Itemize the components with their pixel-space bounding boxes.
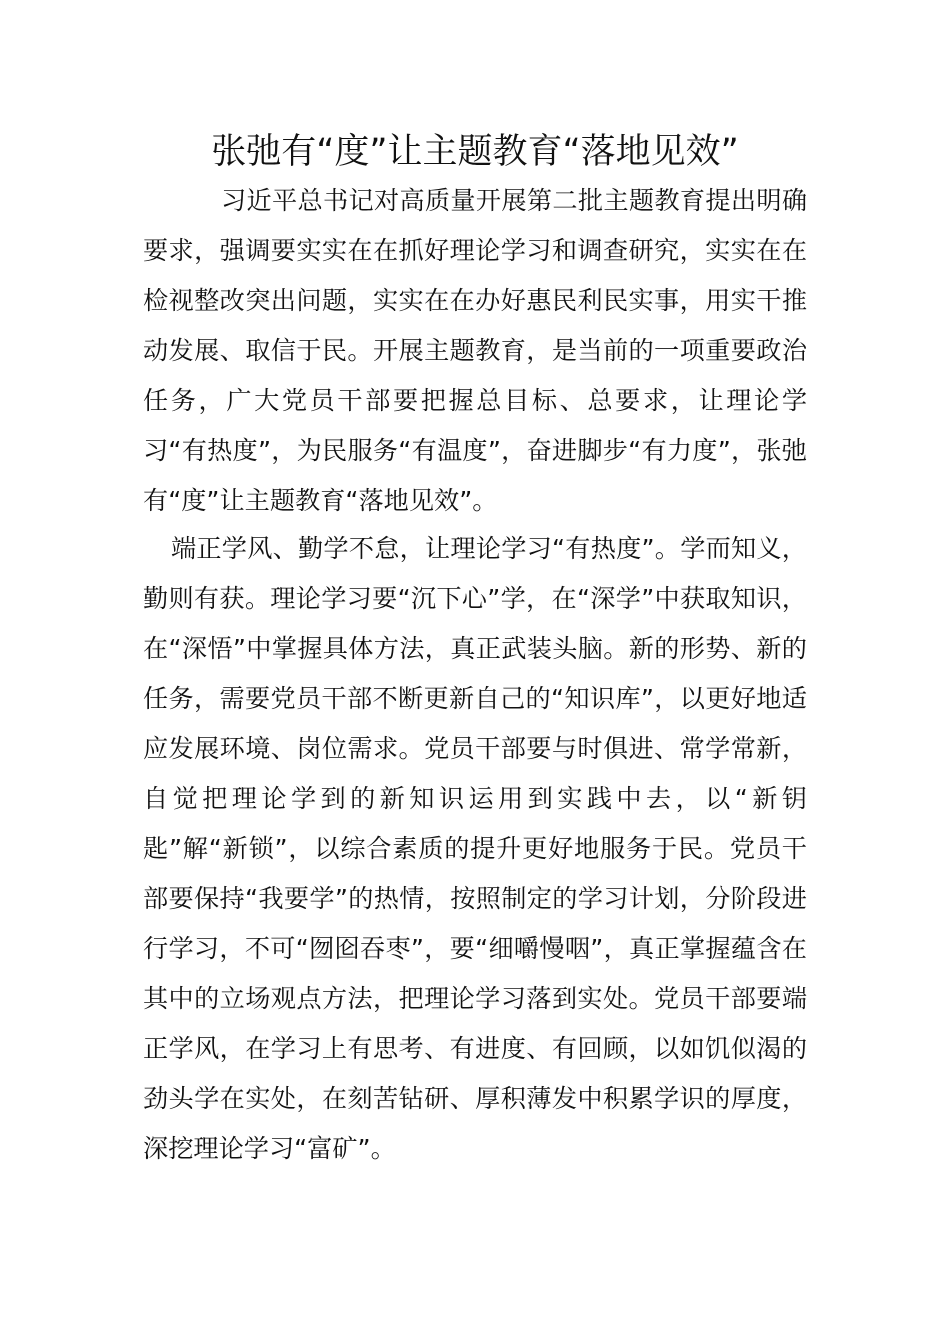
paragraph-1: 习近平总书记对高质量开展第二批主题教育提出明确要求，强调要实实在在抓好理论学习和调查研究，实实在在检视整改突出问题，实实在在办好惠民利民实事，用实干推动发展、取信于民。开展主题教育，是当前的一项重要政治任务，广大党员干部要把握总目标、总要求，让理论学习“有热度”，为民服务“有温度”，奋进脚步“有力度”，张弛有“度”让主题教育“落地见效”。 xyxy=(143,186,807,515)
document-title: 张弛有“度”让主题教育“落地见效” xyxy=(211,132,739,172)
paragraph-2: 端正学风、勤学不怠，让理论学习“有热度”。学而知义，勤则有获。理论学习要“沉下心”学，在“深学”中获取知识，在“深悟”中掌握具体方法，真正武装头脑。新的形势、新的任务，需要党员干部不断更新自己的“知识库”，以更好地适应发展环境、岗位需求。党员干部要与时俱进、常学常新，自觉把理论学到的新知识运用到实践中去，以“新钥匙”解“新锁”，以综合素质的提升更好地服务于民。党员干部要保持“我要学”的热情，按照制定的学习计划，分阶段进行学习，不可“囫囵吞枣”，要“细嚼慢咽”，真正掌握蕴含在其中的立场观点方法，把理论学习落到实处。党员干部要端正学风，在学习上有思考、有进度、有回顾，以如饥似渴的劲头学在实处，在刻苦钻研、厚积薄发中积累学识的厚度，深挖理论学习“富矿”。 xyxy=(143,534,807,1163)
